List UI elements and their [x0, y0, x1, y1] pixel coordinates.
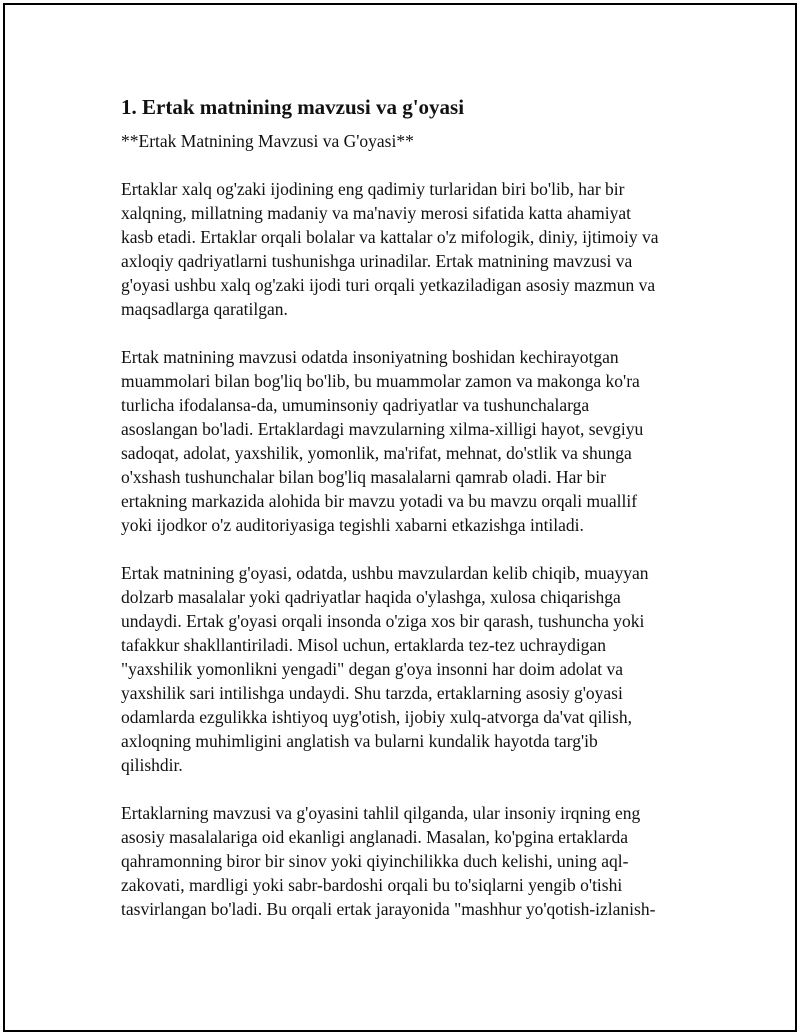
document-subtitle: **Ertak Matnining Mavzusi va G'oyasi**	[121, 131, 414, 151]
document-page	[3, 3, 797, 1032]
paragraph	[121, 561, 701, 777]
paragraph-line: tafakkur shakllantiriladi. Misol uchun, ertaklarda tez-tez uchraydigan	[121, 635, 606, 655]
paragraph-line: asoslangan bo'ladi. Ertaklardagi mavzularning xilma-xilligi hayot, sevgiyu	[121, 419, 644, 439]
paragraph-line: g'oyasi ushbu xalq og'zaki ijodi turi orqali yetkaziladigan asosiy mazmun va	[121, 275, 656, 295]
paragraph	[121, 801, 701, 921]
paragraph-line: maqsadlarga qaratilgan.	[121, 299, 288, 319]
paragraph-line: turlicha ifodalansa-da, umuminsoniy qadriyatlar va tushunchalarga	[121, 395, 590, 415]
document-title: 1. Ertak matnining mavzusi va g'oyasi	[121, 95, 465, 119]
document-content	[121, 85, 701, 945]
paragraph	[121, 345, 701, 537]
paragraph-line: kasb etadi. Ertaklar orqali bolalar va kattalar o'z mifologik, diniy, ijtimoiy va	[121, 227, 659, 247]
paragraph-line: zakovati, mardligi yoki sabr-bardoshi orqali bu to'siqlarni yengib o'tishi	[121, 875, 623, 895]
paragraph-line: muammolari bilan bog'liq bo'lib, bu muammolar zamon va makonga ko'ra	[121, 371, 640, 391]
paragraph-line: dolzarb masalalar yoki qadriyatlar haqida o'ylashga, xulosa chiqarishga	[121, 587, 621, 607]
paragraph-line: ertakning markazida alohida bir mavzu yotadi va bu mavzu orqali muallif	[121, 491, 638, 511]
paragraph-line: Ertaklar xalq og'zaki ijodining eng qadimiy turlaridan biri bo'lib, har bir	[121, 179, 625, 199]
paragraph-line: Ertak matnining mavzusi odatda insoniyatning boshidan kechirayotgan	[121, 347, 619, 367]
paragraph-line: undaydi. Ertak g'oyasi orqali insonda o'ziga xos bir qarash, tushuncha yoki	[121, 611, 645, 631]
paragraph-line: odamlarda ezgulikka ishtiyoq uyg'otish, ijobiy xulq-atvorga da'vat qilish,	[121, 707, 632, 727]
paragraph	[121, 177, 701, 321]
paragraph-line: qilishdir.	[121, 755, 183, 775]
paragraph-line: asosiy masalalariga oid ekanligi anglanadi. Masalan, ko'pgina ertaklarda	[121, 827, 629, 847]
paragraph-line: "yaxshilik yomonlikni yengadi" degan g'oya insonni har doim adolat va	[121, 659, 624, 679]
paragraph-line: tasvirlangan bo'ladi. Bu orqali ertak jarayonida "mashhur yo'qotish-izlanish-	[121, 899, 656, 919]
paragraph-line: yoki ijodkor o'z auditoriyasiga tegishli xabarni etkazishga intiladi.	[121, 515, 584, 535]
paragraph-line: qahramonning biror bir sinov yoki qiyinchilikka duch kelishi, uning aql-	[121, 851, 629, 871]
paragraph-line: yaxshilik sari intilishga undaydi. Shu tarzda, ertaklarning asosiy g'oyasi	[121, 683, 623, 703]
paragraph-line: Ertaklarning mavzusi va g'oyasini tahlil qilganda, ular insoniy irqning eng	[121, 803, 641, 823]
paragraph-line: sadoqat, adolat, yaxshilik, yomonlik, ma'rifat, mehnat, do'stlik va shunga	[121, 443, 632, 463]
paragraph-line: axloqning muhimligini anglatish va bularni kundalik hayotda targ'ib	[121, 731, 598, 751]
paragraph-line: xalqning, millatning madaniy va ma'naviy merosi sifatida katta ahamiyat	[121, 203, 632, 223]
paragraph-line: o'xshash tushunchalar bilan bog'liq masalalarni qamrab oladi. Har bir	[121, 467, 606, 487]
paragraph-line: Ertak matnining g'oyasi, odatda, ushbu mavzulardan kelib chiqib, muayyan	[121, 563, 649, 583]
paragraph-line: axloqiy qadriyatlarni tushunishga urinadilar. Ertak matnining mavzusi va	[121, 251, 633, 271]
